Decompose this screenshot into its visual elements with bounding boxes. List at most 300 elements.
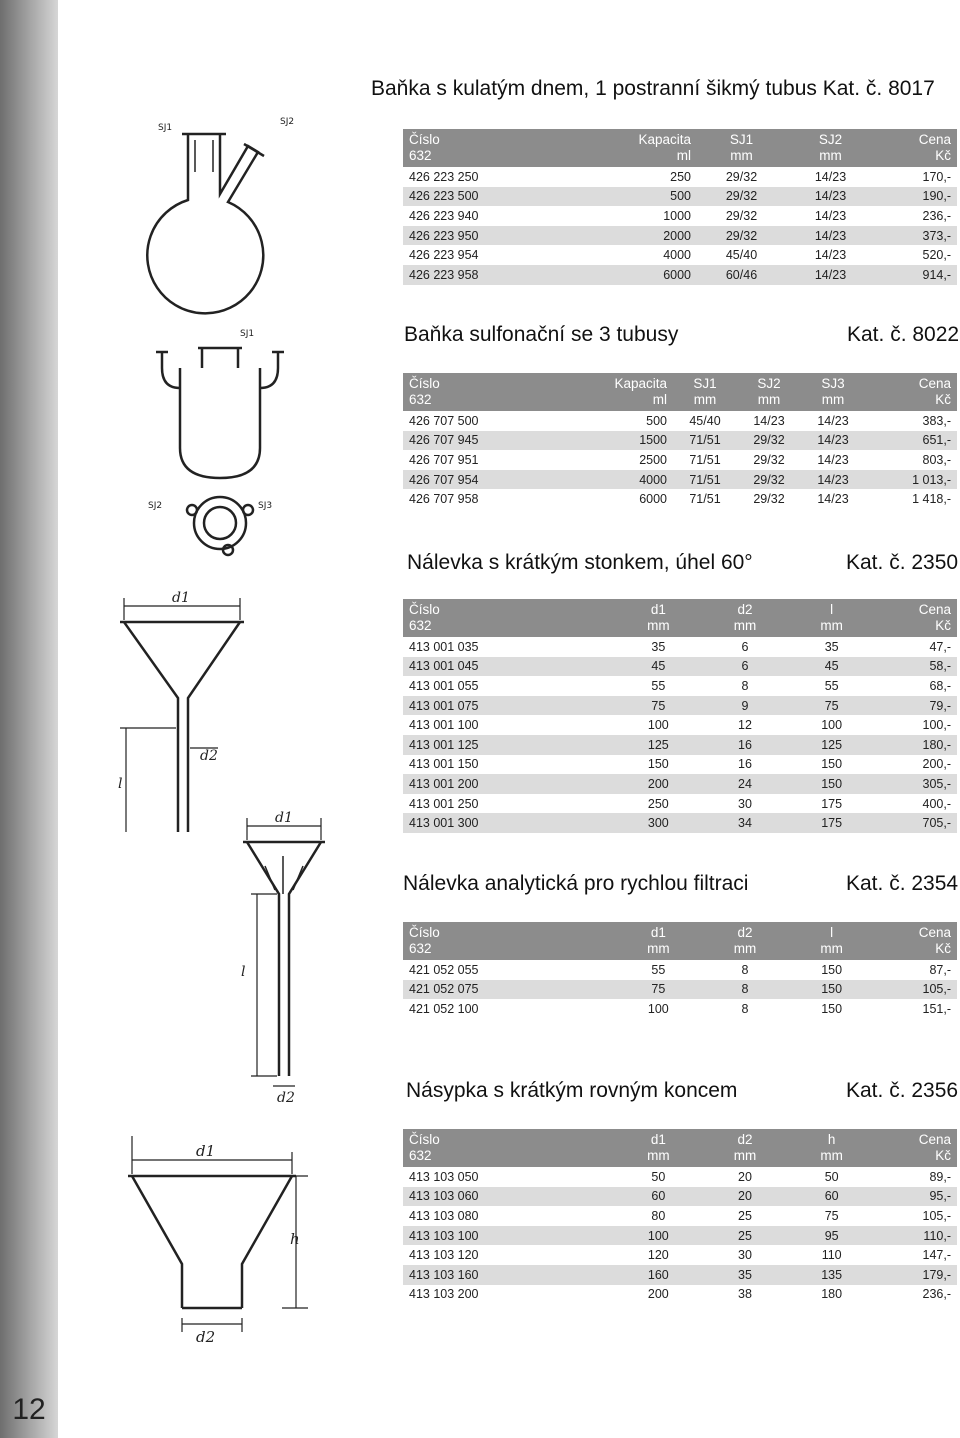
table-header-row [403,599,957,637]
header-label: 632 [409,1148,432,1163]
table-cell: 651,- [865,431,957,451]
table-cell: 4000 [585,245,697,265]
flask1-label-sj1: SJ1 [158,123,173,133]
flask2-label-sj3: SJ3 [258,501,273,511]
header-label: mm [693,392,717,407]
table-cell: 150 [788,755,875,775]
flask1-label-sj2: SJ2 [280,117,295,127]
table-cell: 14/23 [801,450,865,470]
table-cell: 125 [788,735,875,755]
table-cell: 16 [702,755,789,775]
table-cell: 200 [615,774,702,794]
table-cell: 400,- [875,794,957,814]
table-cell: 135 [788,1265,875,1285]
table-cell: 29/32 [697,167,786,187]
funnel1-label-l: l [118,776,123,792]
section-title-2354: Nálevka analytická pro rychlou filtraci [403,872,749,895]
table-cell: 236,- [875,1285,957,1305]
table-cell: 9 [702,696,789,716]
header-label: mm [819,148,842,163]
table-cell: 6000 [575,489,673,509]
table-row [403,431,957,451]
table-cell: 14/23 [737,411,801,431]
header-label: mm [821,392,845,407]
section-title-2350: Nálevka s krátkým stonkem, úhel 60° [407,551,753,574]
table-cell: 426 707 958 [403,489,575,509]
table-cell: 2500 [575,450,673,470]
table-cell: 30 [702,794,789,814]
table-row [403,696,957,716]
table-cell: 12 [702,715,789,735]
table-cell: 75 [788,696,875,716]
table-cell: 305,- [875,774,957,794]
table-cell: 175 [788,794,875,814]
table-cell: 413 103 080 [403,1206,615,1226]
kat-number-2356: Kat. č. 2356 [846,1079,959,1102]
header-label: SJ1 [693,376,717,391]
table-cell: 14/23 [786,167,875,187]
header-label: mm [820,1148,843,1163]
table-row [403,1265,957,1285]
header-label: SJ2 [757,376,781,391]
table-cell: 6000 [585,265,697,285]
table-cell: 47,- [875,637,957,657]
table-cell: 300 [615,813,702,833]
header-label: Číslo [409,1132,440,1147]
header-label: Kč [935,941,951,956]
table-row [403,657,957,677]
table-cell: 29/32 [737,489,801,509]
col-cislo [403,129,585,167]
table-cell: 34 [702,813,789,833]
table-cell: 500 [585,187,697,207]
col-l [788,922,875,960]
table-cell: 75 [615,980,702,1000]
col-cena [865,373,957,411]
hopper-label-h: h [290,1230,300,1248]
table-cell: 60 [615,1187,702,1207]
header-label: SJ2 [818,132,843,147]
header-label: mm [757,392,781,407]
table-cell: 24 [702,774,789,794]
col-kapacita [575,373,673,411]
table-cell: 14/23 [801,431,865,451]
table-row [403,1206,957,1226]
table-cell: 29/32 [697,226,786,246]
table-cell: 413 001 300 [403,813,615,833]
table-2350 [403,599,957,833]
header-label: Číslo [409,602,440,617]
table-row [403,226,957,246]
table-cell: 30 [702,1245,789,1265]
table-row [403,1226,957,1246]
header-label: Číslo [409,376,440,391]
header-label: 632 [409,941,432,956]
table-cell: 413 001 125 [403,735,615,755]
table-cell: 29/32 [697,206,786,226]
header-label: d1 [650,602,666,617]
table-cell: 413 103 160 [403,1265,615,1285]
table-row [403,980,957,1000]
col-d1 [615,599,702,637]
table-cell: 71/51 [673,489,737,509]
table-cell: 803,- [865,450,957,470]
table-cell: 421 052 100 [403,999,615,1019]
table-cell: 38 [702,1285,789,1305]
col-d2 [702,599,789,637]
table-cell: 413 001 035 [403,637,615,657]
table-cell: 71/51 [673,450,737,470]
flask2-label-sj1: SJ1 [240,329,255,339]
funnel2-label-l: l [241,964,246,980]
table-row [403,755,957,775]
table-cell: 500 [575,411,673,431]
table-row [403,206,957,226]
header-label: mm [730,148,753,163]
table-cell: 100,- [875,715,957,735]
table-row [403,1245,957,1265]
table-cell: 426 223 940 [403,206,585,226]
table-cell: 413 103 120 [403,1245,615,1265]
table-cell: 413 001 045 [403,657,615,677]
table-cell: 250 [585,167,697,187]
table-cell: 16 [702,735,789,755]
header-label: Cena [918,1132,951,1147]
table-cell: 200 [615,1285,702,1305]
table-cell: 180,- [875,735,957,755]
table-row [403,489,957,509]
table-cell: 426 707 500 [403,411,575,431]
table-cell: 75 [615,696,702,716]
hopper-drawing [112,1132,322,1352]
kat-number-2354: Kat. č. 2354 [846,872,959,895]
header-label: mm [733,941,757,956]
table-cell: 520,- [875,245,957,265]
table-row [403,813,957,833]
table-cell: 20 [702,1167,789,1187]
table-cell: 100 [615,1226,702,1246]
table-cell: 50 [788,1167,875,1187]
table-cell: 413 001 055 [403,676,615,696]
header-label: h [827,1132,836,1147]
table-cell: 14/23 [786,265,875,285]
header-label: SJ1 [729,132,754,147]
header-label: Kč [935,1148,951,1163]
header-label: Číslo [409,132,440,147]
table-cell: 55 [615,676,702,696]
table-cell: 1 418,- [865,489,957,509]
table-row [403,187,957,207]
header-label: mm [647,1148,670,1163]
col-cislo [403,1129,615,1167]
section-title-2356: Násypka s krátkým rovným koncem [406,1079,738,1102]
col-sj2 [737,373,801,411]
header-label: ml [676,148,691,163]
col-cislo [403,599,615,637]
header-label: mm [647,618,670,633]
table-cell: 25 [702,1206,789,1226]
table-cell: 413 103 050 [403,1167,615,1187]
table-cell: 29/32 [737,470,801,490]
table-cell: 8 [702,999,789,1019]
table-cell: 110 [788,1245,875,1265]
table-row [403,1187,957,1207]
table-cell: 35 [615,637,702,657]
table-cell: 426 707 945 [403,431,575,451]
header-label: d1 [650,925,666,940]
table-cell: 14/23 [801,470,865,490]
header-label: mm [647,941,670,956]
funnel2-label-d1: d1 [275,810,293,826]
table-row [403,637,957,657]
table-cell: 14/23 [786,206,875,226]
table-cell: 35 [702,1265,789,1285]
table-2356 [403,1129,957,1304]
table-cell: 413 001 100 [403,715,615,735]
header-label: d2 [737,925,753,940]
table-header-row [403,1129,957,1167]
table-cell: 20 [702,1187,789,1207]
left-margin-bar [0,0,58,1438]
col-cena [875,922,957,960]
table-cell: 413 001 150 [403,755,615,775]
table-cell: 160 [615,1265,702,1285]
short-stem-funnel-drawing [110,588,260,838]
table-cell: 100 [788,715,875,735]
table-row [403,245,957,265]
header-label: d1 [650,1132,666,1147]
table-cell: 4000 [575,470,673,490]
table-cell: 236,- [875,206,957,226]
col-sj1 [697,129,786,167]
col-kapacita [585,129,697,167]
table-cell: 14/23 [786,187,875,207]
table-cell: 383,- [865,411,957,431]
table-row [403,999,957,1019]
table-cell: 14/23 [801,489,865,509]
table-cell: 413 001 200 [403,774,615,794]
table-row [403,265,957,285]
round-bottom-flask-drawing [140,112,310,327]
table-cell: 1000 [585,206,697,226]
page-number: 12 [12,1393,46,1426]
table-cell: 79,- [875,696,957,716]
table-cell: 87,- [875,960,957,980]
table-cell: 100 [615,999,702,1019]
col-sj1 [673,373,737,411]
table-cell: 190,- [875,187,957,207]
table-header-row [403,922,957,960]
table-cell: 75 [788,1206,875,1226]
col-cena [875,129,957,167]
header-label: l [830,925,834,940]
table-cell: 150 [788,999,875,1019]
header-label: 632 [409,392,432,407]
table-row [403,715,957,735]
col-sj2 [786,129,875,167]
header-label: d2 [737,1132,753,1147]
table-8022 [403,373,957,509]
col-d2 [702,1129,789,1167]
hopper-label-d2: d2 [196,1328,216,1346]
table-cell: 45/40 [673,411,737,431]
col-sj3 [801,373,865,411]
table-cell: 50 [615,1167,702,1187]
table-cell: 14/23 [801,411,865,431]
table-cell: 151,- [875,999,957,1019]
table-cell: 8 [702,980,789,1000]
table-cell: 914,- [875,265,957,285]
table-header-row [403,129,957,167]
header-label: Kč [935,618,951,633]
table-cell: 413 103 200 [403,1285,615,1305]
table-row [403,1285,957,1305]
table-cell: 14/23 [786,245,875,265]
table-cell: 58,- [875,657,957,677]
table-cell: 6 [702,637,789,657]
table-cell: 413 001 250 [403,794,615,814]
table-cell: 120 [615,1245,702,1265]
table-cell: 373,- [875,226,957,246]
table-cell: 29/32 [737,431,801,451]
col-cena [875,599,957,637]
header-label: Cena [918,132,951,147]
table-cell: 250 [615,794,702,814]
table-2354 [403,922,957,1019]
table-cell: 413 001 075 [403,696,615,716]
table-cell: 1500 [575,431,673,451]
table-cell: 426 707 951 [403,450,575,470]
table-cell: 29/32 [697,187,786,207]
funnel2-label-d2: d2 [277,1090,295,1106]
header-label: Cena [918,602,951,617]
table-cell: 200,- [875,755,957,775]
header-label: Kapacita [638,132,691,147]
table-row [403,450,957,470]
table-cell: 80 [615,1206,702,1226]
table-cell: 705,- [875,813,957,833]
table-cell: 426 223 954 [403,245,585,265]
table-cell: 2000 [585,226,697,246]
table-row [403,676,957,696]
kat-number-2350: Kat. č. 2350 [846,551,959,574]
header-label: Cena [918,925,951,940]
col-d2 [702,922,789,960]
header-label: Kapacita [614,376,667,391]
col-l [788,599,875,637]
table-cell: 6 [702,657,789,677]
header-label: l [830,602,834,617]
table-cell: 180 [788,1285,875,1305]
header-label: ml [652,392,667,407]
table-cell: 45 [615,657,702,677]
table-cell: 147,- [875,1245,957,1265]
flask2-label-sj2: SJ2 [148,501,163,511]
col-d1 [615,1129,702,1167]
table-row [403,794,957,814]
table-cell: 55 [615,960,702,980]
table-cell: 175 [788,813,875,833]
table-cell: 421 052 055 [403,960,615,980]
table-cell: 89,- [875,1167,957,1187]
header-label: Cena [918,376,951,391]
table-cell: 14/23 [786,226,875,246]
table-cell: 105,- [875,980,957,1000]
table-cell: 426 223 950 [403,226,585,246]
col-d1 [615,922,702,960]
col-cislo [403,373,575,411]
table-row [403,167,957,187]
table-8017 [403,129,957,285]
header-label: Číslo [409,925,440,940]
section-title-8022: Baňka sulfonační se 3 tubusy [404,323,679,346]
table-cell: 426 707 954 [403,470,575,490]
table-cell: 421 052 075 [403,980,615,1000]
header-label: mm [733,618,757,633]
header-label: Kč [935,392,951,407]
table-cell: 110,- [875,1226,957,1246]
table-cell: 100 [615,715,702,735]
header-label: mm [820,618,843,633]
table-cell: 8 [702,960,789,980]
table-cell: 125 [615,735,702,755]
table-cell: 95 [788,1226,875,1246]
table-row [403,735,957,755]
table-row [403,411,957,431]
table-cell: 413 103 100 [403,1226,615,1246]
table-cell: 426 223 958 [403,265,585,285]
section-title-8017: Baňka s kulatým dnem, 1 postranní šikmý tubus Kat. č. 8017 [371,77,935,100]
table-cell: 150 [788,960,875,980]
header-label: mm [733,1148,757,1163]
table-cell: 95,- [875,1187,957,1207]
funnel1-label-d1: d1 [172,590,190,606]
table-row [403,960,957,980]
header-label: 632 [409,148,432,163]
table-row [403,774,957,794]
table-cell: 150 [615,755,702,775]
table-cell: 426 223 250 [403,167,585,187]
table-cell: 71/51 [673,470,737,490]
hopper-label-d1: d1 [196,1142,216,1160]
table-cell: 426 223 500 [403,187,585,207]
table-cell: 413 103 060 [403,1187,615,1207]
table-cell: 45 [788,657,875,677]
table-cell: 68,- [875,676,957,696]
kat-number-8022: Kat. č. 8022 [847,323,960,346]
table-cell: 35 [788,637,875,657]
table-cell: 179,- [875,1265,957,1285]
table-cell: 1 013,- [865,470,957,490]
col-cena [875,1129,957,1167]
table-cell: 55 [788,676,875,696]
table-cell: 45/40 [697,245,786,265]
table-cell: 150 [788,980,875,1000]
table-cell: 71/51 [673,431,737,451]
header-label: 632 [409,618,432,633]
table-row [403,1167,957,1187]
table-cell: 25 [702,1226,789,1246]
header-label: d2 [737,602,753,617]
col-cislo [403,922,615,960]
table-cell: 105,- [875,1206,957,1226]
table-cell: 60 [788,1187,875,1207]
analytical-funnel-drawing [225,806,345,1106]
sulfonation-flask-drawing [140,318,300,573]
table-cell: 170,- [875,167,957,187]
header-label: SJ3 [821,376,845,391]
header-label: Kč [935,148,951,163]
